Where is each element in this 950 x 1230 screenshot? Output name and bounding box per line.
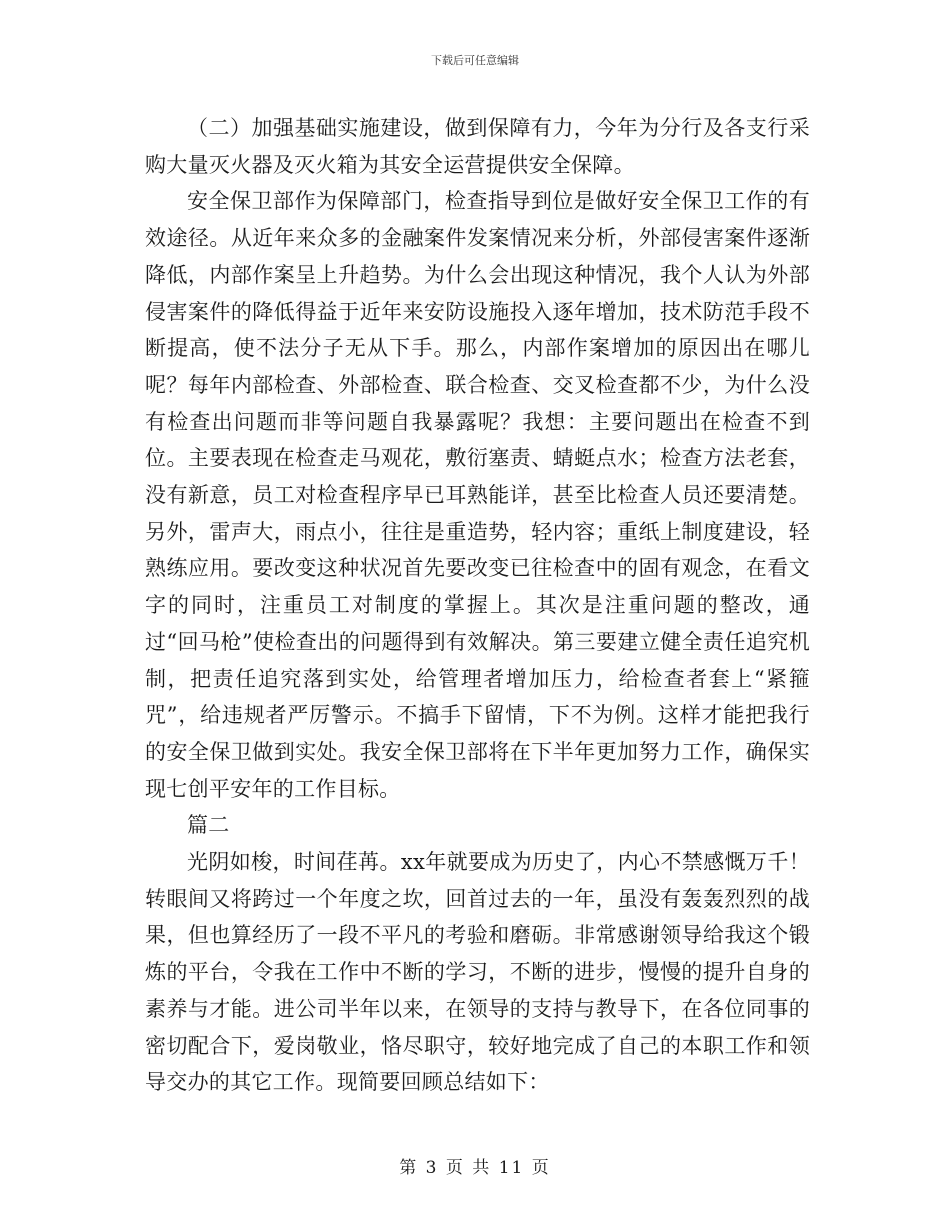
paragraph-infrastructure: （二）加强基础实施建设，做到保障有力，今年为分行及各支行采购大量灭火器及灭火箱为其安全运营提供安全保障。 <box>145 116 810 177</box>
document-body <box>145 110 810 1101</box>
page-footer: 第 3 页 共 11 页 <box>399 1158 551 1178</box>
section-heading: 篇二 <box>187 813 230 838</box>
page-header: 下载后可任意编辑 <box>431 54 519 67</box>
paragraph-inspection: 安全保卫部作为保障部门，检查指导到位是做好安全保卫工作的有效途径。从近年来众多的金融案件发案情况来分析，外部侵害案件逐渐降低，内部作案呈上升趋势。为什么会出现这种情况，我个人认为外部侵害案件的降低得益于近年来安防设施投入逐年增加，技术防范手段不断提高，使不法分子无从下手。那么，内部作案增加的原因出在哪儿呢？每年内部检查、外部检查、联合检查、交叉检查都不少，为什么没有检查出问题而非等问题自我暴露呢？我想：主要问题出在检查不到位。主要表现在检查走马观花，敷衍塞责、蜻蜓点水；检查方法老套，没有新意，员工对检查程序早已耳熟能详，甚至比检查人员还要清楚。另外，雷声大，雨点小，往往是重造势，轻内容；重纸上制度建设，轻熟练应用。要改变这种状况首先要改变已往检查中的固有观念，在看文字的同时，注重员工对制度的掌握上。其次是注重问题的整改，通过“回马枪”使检查出的问题得到有效解决。第三要建立健全责任追究机制，把责任追究落到实处，给管理者增加压力，给检查者套上“紧箍咒”，给违规者严厉警示。不搞手下留情，下不为例。这样才能把我行的安全保卫做到实处。我安全保卫部将在下半年更加努力工作，确保实现七创平安年的工作目标。 <box>145 189 810 801</box>
paragraph-review: 光阴如梭，时间荏苒。xx年就要成为历史了，内心不禁感慨万千！转眼间又将跨过一个年度之坎，回首过去的一年，虽没有轰轰烈烈的战果，但也算经历了一段不平凡的考验和磨砺。非常感谢领导给我这个锻炼的平台，令我在工作中不断的学习，不断的进步，慢慢的提升自身的素养与才能。进公司半年以来，在领导的支持与教导下，在各位同事的密切配合下，爱岗敬业，恪尽职守，较好地完成了自己的本职工作和领导交办的其它工作。现简要回顾总结如下： <box>145 850 810 1095</box>
